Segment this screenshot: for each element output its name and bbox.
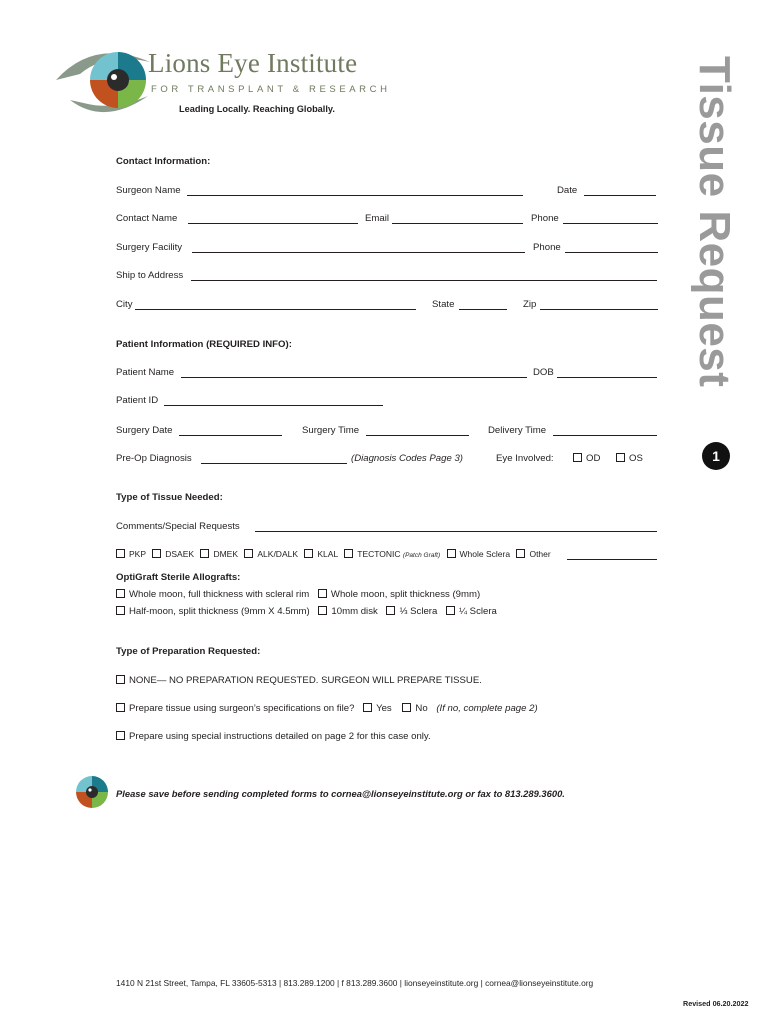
- delivery-time-field[interactable]: [553, 435, 657, 436]
- zip-label: Zip: [523, 299, 537, 310]
- quarter-sclera-checkbox[interactable]: [446, 606, 455, 615]
- prep-heading: Type of Preparation Requested:: [116, 646, 261, 657]
- opti-whole-moon-split[interactable]: Whole moon, split thickness (9mm): [318, 589, 480, 600]
- save-notice: Please save before sending completed forms to cornea@lionseyeinstitute.org or fax to 813.289.3600.: [116, 788, 565, 799]
- dmek-checkbox[interactable]: [200, 549, 209, 558]
- prep-none-option[interactable]: NONE— NO PREPARATION REQUESTED. SURGEON WILL PREPARE TISSUE.: [116, 675, 482, 686]
- contact-heading: Contact Information:: [116, 156, 211, 167]
- os-checkbox[interactable]: [616, 453, 625, 462]
- whole-sclera-checkbox[interactable]: [447, 549, 456, 558]
- eye-involved-label: Eye Involved:: [496, 453, 554, 464]
- optigraft-heading: OptiGraft Sterile Allografts:: [116, 572, 241, 583]
- tissue-options-row: [116, 549, 551, 559]
- od-option[interactable]: [573, 453, 600, 464]
- logo-eye-icon: [54, 44, 154, 116]
- if-no-note: (If no, complete page 2): [436, 703, 538, 714]
- option-whole-sclera[interactable]: Whole Sclera: [447, 549, 511, 559]
- disk-checkbox[interactable]: [318, 606, 327, 615]
- alk-dalk-checkbox[interactable]: [244, 549, 253, 558]
- surgery-date-field[interactable]: [179, 435, 282, 436]
- city-field[interactable]: [135, 309, 416, 310]
- surgery-facility-field[interactable]: [192, 252, 525, 253]
- preop-field[interactable]: [201, 463, 347, 464]
- patient-name-field[interactable]: [181, 377, 527, 378]
- tectonic-checkbox[interactable]: [344, 549, 353, 558]
- date-field[interactable]: [584, 195, 656, 196]
- contact-name-label: Contact Name: [116, 213, 178, 224]
- patient-id-field[interactable]: [164, 405, 383, 406]
- other-checkbox[interactable]: [516, 549, 525, 558]
- state-field[interactable]: [459, 309, 507, 310]
- opti-half-moon[interactable]: Half-moon, split thickness (9mm X 4.5mm): [116, 606, 310, 617]
- dob-field[interactable]: [557, 377, 657, 378]
- other-field[interactable]: [567, 559, 657, 560]
- option-dmek[interactable]: DMEK: [200, 549, 238, 559]
- comments-field[interactable]: [255, 531, 657, 532]
- prep-surgeon-specs-option[interactable]: Prepare tissue using surgeon’s specifications on file?: [116, 703, 354, 714]
- option-dsaek[interactable]: DSAEK: [152, 549, 194, 559]
- phone2-field[interactable]: [565, 252, 658, 253]
- dsaek-checkbox[interactable]: [152, 549, 161, 558]
- delivery-time-label: Delivery Time: [488, 425, 547, 436]
- opti-whole-moon-full[interactable]: Whole moon, full thickness with scleral rim: [116, 589, 309, 600]
- phone-label: Phone: [531, 213, 559, 224]
- email-field[interactable]: [392, 223, 523, 224]
- phone2-label: Phone: [533, 242, 561, 253]
- klal-checkbox[interactable]: [304, 549, 313, 558]
- os-option[interactable]: [616, 453, 643, 464]
- patient-id-label: Patient ID: [116, 395, 159, 406]
- option-other[interactable]: Other: [516, 549, 550, 559]
- org-subtitle: FOR TRANSPLANT & RESEARCH: [151, 84, 391, 95]
- half-moon-checkbox[interactable]: [116, 606, 125, 615]
- city-label: City: [116, 299, 133, 310]
- zip-field[interactable]: [540, 309, 658, 310]
- surgeon-name-label: Surgeon Name: [116, 185, 181, 196]
- diag-codes-note: (Diagnosis Codes Page 3): [351, 453, 463, 464]
- surgery-facility-label: Surgery Facility: [116, 242, 183, 253]
- tissue-heading: Type of Tissue Needed:: [116, 492, 223, 503]
- yes-checkbox[interactable]: [363, 703, 372, 712]
- page-number-badge: 1: [702, 442, 730, 470]
- prep-yes-option[interactable]: Yes: [363, 703, 392, 714]
- od-checkbox[interactable]: [573, 453, 582, 462]
- contact-name-field[interactable]: [188, 223, 358, 224]
- ship-to-label: Ship to Address: [116, 270, 184, 281]
- whole-moon-split-checkbox[interactable]: [318, 589, 327, 598]
- whole-moon-full-checkbox[interactable]: [116, 589, 125, 598]
- surgery-time-label: Surgery Time: [302, 425, 360, 436]
- form-title: Tissue Request: [690, 56, 739, 388]
- prep-specs-checkbox[interactable]: [116, 703, 125, 712]
- option-tectonic[interactable]: TECTONIC (Patch Graft): [344, 549, 440, 559]
- surgeon-name-field[interactable]: [187, 195, 523, 196]
- prep-none-checkbox[interactable]: [116, 675, 125, 684]
- preop-label: Pre-Op Diagnosis: [116, 453, 192, 464]
- date-label: Date: [557, 185, 578, 196]
- tagline: Leading Locally. Reaching Globally.: [179, 104, 335, 114]
- prep-no-option[interactable]: No: [402, 703, 427, 714]
- surgery-date-label: Surgery Date: [116, 425, 173, 436]
- footer-address: 1410 N 21st Street, Tampa, FL 33605-5313 | 813.289.1200 | f 813.289.3600 | lionseyeinstitute.org | cornea@lionseyeinstitute.org: [116, 978, 594, 988]
- state-label: State: [432, 299, 455, 310]
- optigraft-row-2: [116, 606, 497, 617]
- dob-label: DOB: [533, 367, 554, 378]
- option-klal[interactable]: KLAL: [304, 549, 337, 559]
- opti-10mm-disk[interactable]: 10mm disk: [318, 606, 377, 617]
- prep-special-checkbox[interactable]: [116, 731, 125, 740]
- surgery-time-field[interactable]: [366, 435, 469, 436]
- patient-heading: Patient Information (REQUIRED INFO):: [116, 339, 292, 350]
- optigraft-row-1: [116, 589, 480, 600]
- option-alk-dalk[interactable]: ALK/DALK: [244, 549, 298, 559]
- pkp-checkbox[interactable]: [116, 549, 125, 558]
- phone-field[interactable]: [563, 223, 658, 224]
- prep-special-option[interactable]: Prepare using special instructions detailed on page 2 for this case only.: [116, 731, 431, 742]
- org-name: Lions Eye Institute: [148, 48, 358, 78]
- email-label: Email: [365, 213, 389, 224]
- third-sclera-checkbox[interactable]: [386, 606, 395, 615]
- comments-label: Comments/Special Requests: [116, 521, 240, 532]
- od-label: OD: [586, 453, 601, 464]
- option-pkp[interactable]: PKP: [116, 549, 146, 559]
- opti-third-sclera[interactable]: ⅓ Sclera: [386, 606, 437, 617]
- ship-to-field[interactable]: [191, 280, 657, 281]
- opti-quarter-sclera[interactable]: ¼ Sclera: [446, 606, 497, 617]
- no-checkbox[interactable]: [402, 703, 411, 712]
- os-label: OS: [629, 453, 643, 464]
- small-eye-logo-icon: [74, 774, 110, 810]
- prep-surgeon-specs-row: [116, 703, 538, 714]
- patient-name-label: Patient Name: [116, 367, 175, 378]
- revised-date: Revised 06.20.2022: [683, 999, 749, 1008]
- patch-graft-note: (Patch Graft): [402, 552, 441, 559]
